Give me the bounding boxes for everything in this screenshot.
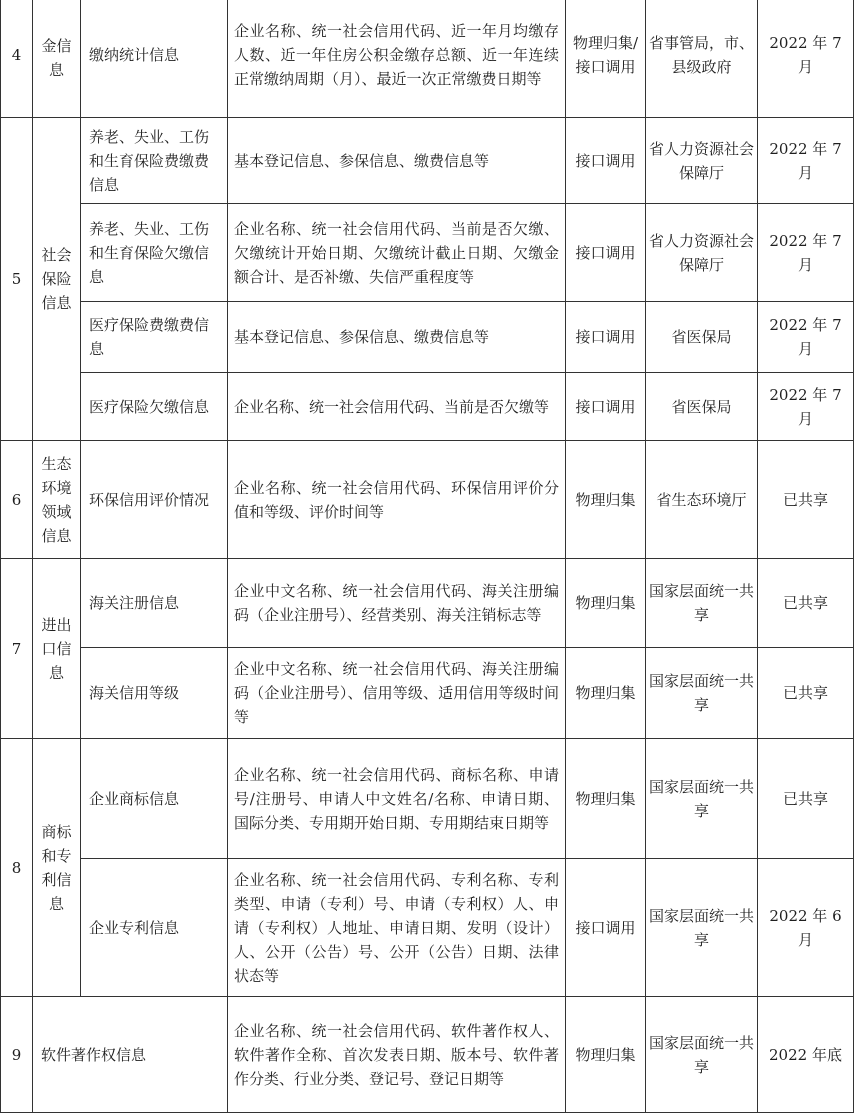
- table-row: [1, 739, 854, 859]
- table-row: [1, 373, 854, 441]
- item-content: 基本登记信息、参保信息、缴费信息等: [228, 118, 566, 204]
- collection-method: 物理归集: [566, 559, 646, 648]
- row-category: [33, 559, 81, 739]
- row-category: [33, 997, 228, 1113]
- completion-time: 2022 年 7 月: [758, 204, 854, 302]
- completion-time: 已共享: [758, 739, 854, 859]
- item-name: 医疗保险欠缴信息: [81, 373, 228, 441]
- row-category: [33, 739, 81, 997]
- item-name: 缴纳统计信息: [81, 0, 228, 118]
- table-row: [1, 0, 854, 118]
- responsible-dept: 省人力资源社会保障厅: [646, 118, 758, 204]
- table-row: [1, 997, 854, 1113]
- row-number: 7: [1, 559, 33, 739]
- item-name: 海关信用等级: [81, 648, 228, 739]
- table-row: [1, 559, 854, 648]
- completion-time: 已共享: [758, 559, 854, 648]
- completion-time: 已共享: [758, 648, 854, 739]
- responsible-dept: 省人力资源社会保障厅: [646, 204, 758, 302]
- responsible-dept: 省医保局: [646, 373, 758, 441]
- responsible-dept: 国家层面统一共享: [646, 559, 758, 648]
- row-number: 6: [1, 441, 33, 559]
- table-row: [1, 118, 854, 204]
- category-text: 金信息: [41, 37, 72, 79]
- completion-time: 2022 年 7 月: [758, 0, 854, 118]
- item-name: 养老、失业、工伤和生育保险欠缴信息: [81, 204, 228, 302]
- responsible-dept: 省生态环境厅: [646, 441, 758, 559]
- row-number: 4: [1, 0, 33, 118]
- responsible-dept: 国家层面统一共享: [646, 648, 758, 739]
- item-name: 环保信用评价情况: [81, 441, 228, 559]
- completion-time: 2022 年 7 月: [758, 118, 854, 204]
- table-row: [1, 302, 854, 373]
- item-content: 企业名称、统一社会信用代码、近一年月均缴存人数、近一年住房公积金缴存总额、近一年连续正常缴纳周期（月）、最近一次正常缴费日期等: [228, 0, 566, 118]
- completion-time: 2022 年底: [758, 997, 854, 1113]
- category-text: 生态环境领域信息: [41, 454, 72, 545]
- row-category: [33, 118, 81, 441]
- item-content: 企业名称、统一社会信用代码、环保信用评价分值和等级、评价时间等: [228, 441, 566, 559]
- collection-method: 物理归集: [566, 648, 646, 739]
- row-number: 8: [1, 739, 33, 997]
- item-name: 海关注册信息: [81, 559, 228, 648]
- item-content: 企业名称、统一社会信用代码、商标名称、申请号/注册号、申请人中文姓名/名称、申请日期、国际分类、专用期开始日期、专用期结束日期等: [228, 739, 566, 859]
- completion-time: 2022 年 7 月: [758, 302, 854, 373]
- completion-time: 2022 年 6 月: [758, 859, 854, 997]
- row-number: 5: [1, 118, 33, 441]
- collection-method: 接口调用: [566, 373, 646, 441]
- item-name: 企业专利信息: [81, 859, 228, 997]
- category-text: 社会保险信息: [41, 246, 72, 312]
- collection-method: 接口调用: [566, 859, 646, 997]
- responsible-dept: 国家层面统一共享: [646, 739, 758, 859]
- row-category: [33, 0, 81, 118]
- collection-method: 物理归集: [566, 441, 646, 559]
- category-text: 商标和专利信息: [41, 822, 72, 913]
- item-name: 医疗保险费缴费信息: [81, 302, 228, 373]
- completion-time: 2022 年 7 月: [758, 373, 854, 441]
- responsible-dept: 省医保局: [646, 302, 758, 373]
- item-content: 企业名称、统一社会信用代码、当前是否欠缴等: [228, 373, 566, 441]
- collection-method: 物理归集/接口调用: [566, 0, 646, 118]
- item-content: 企业中文名称、统一社会信用代码、海关注册编码（企业注册号）、经营类别、海关注销标志等: [228, 559, 566, 648]
- completion-time: 已共享: [758, 441, 854, 559]
- collection-method: 接口调用: [566, 204, 646, 302]
- collection-method: 物理归集: [566, 739, 646, 859]
- item-name: 养老、失业、工伤和生育保险费缴费信息: [81, 118, 228, 204]
- collection-method: 物理归集: [566, 997, 646, 1113]
- responsible-dept: 国家层面统一共享: [646, 997, 758, 1113]
- table-row: [1, 204, 854, 302]
- responsible-dept: 省事管局，市、县级政府: [646, 0, 758, 118]
- table-row: [1, 859, 854, 997]
- collection-method: 接口调用: [566, 118, 646, 204]
- item-content: 企业中文名称、统一社会信用代码、海关注册编码（企业注册号）、信用等级、适用信用等级时间等: [228, 648, 566, 739]
- table-row: [1, 441, 854, 559]
- item-content: 企业名称、统一社会信用代码、软件著作权人、软件著作全称、首次发表日期、版本号、软件著作分类、行业分类、登记号、登记日期等: [228, 997, 566, 1113]
- category-text: 进出口信息: [41, 615, 72, 682]
- category-text: 软件著作权信息: [41, 1045, 147, 1064]
- item-content: 基本登记信息、参保信息、缴费信息等: [228, 302, 566, 373]
- collection-method: 接口调用: [566, 302, 646, 373]
- row-category: [33, 441, 81, 559]
- item-name: 企业商标信息: [81, 739, 228, 859]
- item-content: 企业名称、统一社会信用代码、专利名称、专利类型、申请（专利）号、申请（专利权）人、申请（专利权）人地址、申请日期、发明（设计）人、公开（公告）号、公开（公告）日期、法律状态等: [228, 859, 566, 997]
- row-number: 9: [1, 997, 33, 1113]
- item-content: 企业名称、统一社会信用代码、当前是否欠缴、欠缴统计开始日期、欠缴统计截止日期、欠缴金额合计、是否补缴、失信严重程度等: [228, 204, 566, 302]
- responsible-dept: 国家层面统一共享: [646, 859, 758, 997]
- table-row: [1, 648, 854, 739]
